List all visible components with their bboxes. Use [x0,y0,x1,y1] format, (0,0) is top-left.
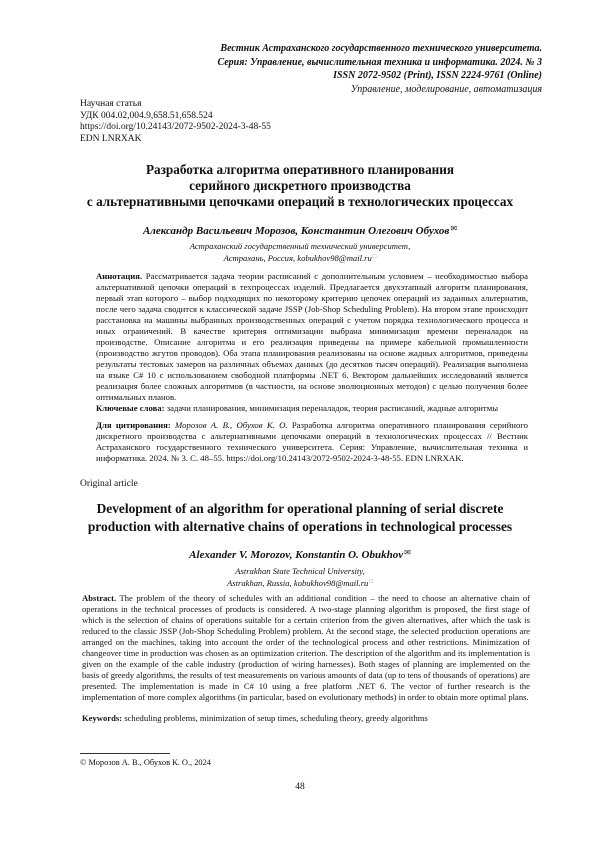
journal-series: Серия: Управление, вычислительная техника и информатика. 2024. № 3 [217,56,542,68]
authors-ru [60,224,540,237]
abstract-ru-label: Аннотация. [96,271,143,281]
abstract-ru-text: Рассматривается задача теории расписаний с дополнительным условием – необходимостью выбора альтернативной цепочки операций в техпроцессах изделий. Предлагается двухэтапный алгоритм планирования, первый этап которого – выбор подходящих по некоторому критерию цепочек операций из заданных альтернатив, после чего задача сводится к классической задаче JSSP (Job-Shop Scheduling Problem). На втором этапе происходит расстановка на машины выбранных производственных операций с учетом порядка технологического процесса и иных ограничений. В качестве критерия оптимизации выбрана минимизация времени переналадок на производстве. Описание алгоритма и его реализация приведены на примере кабельной промышленности (производство жгутов проводов). Оба этапа планирования реализованы на основе жадных алгоритмов, приведены результаты тестовых замеров на различных объемах данных (до десятков тысяч операций). Реализация выполнена на языке C# 10 с использованием свободной платформы .NET 6. Вектором дальнейших исследований является реализация более сложных алгоритмов (в частности, на основе эволюционных методов) с целью получения более оптимальных планов. [96,271,528,402]
keywords-en-text: scheduling problems, minimization of setup times, scheduling theory, greedy algorithms [122,713,428,723]
title-ru-line: с альтернативными цепочками операций в технологических процессах [86,194,514,209]
citation-ru-label: Для цитирования: [96,420,171,430]
keywords-en-label: Keywords: [82,713,123,723]
abstract-en-text: The problem of the theory of schedules with an additional condition – the need to choose an alternative chain of operations in the technical processes of products is considered. A two-stage planning algorithm is proposed, the first stage of which is the selection of chains of operations suitable for a certain criterion from the given alternatives, after which the task is reduced to the classic JSSP (Job-Shop Scheduling Problem) problem. At the second stage, the selected production operations are arranged on the machines, taking into account the order of the technological process and other restrictions. Minimization of changeover time in production was chosen as an optimization criterion. The description of the algorithm and its implementation is given on the example of the cable industry (production of wiring harnesses). Both stages of planning are implemented on the basis of greedy algorithms, the results of test measurements on various amounts of data (up to tens of thousands of operations) are presented. The implementation is made in C# 10 using a free platform .NET 6. The vector of further research is the implementation of more complex algorithms (in particular, based on evolutionary methods) in order to obtain more optimal plans. [82,593,530,702]
affiliation-ru-line1: Астраханский государственный технический университет, [189,241,411,251]
footnote-rule [80,753,170,754]
title-ru [60,162,540,210]
title-en [55,500,545,536]
orcid-icon[interactable]: □ [369,579,373,585]
journal-header [217,42,542,96]
affiliation-en-line1: Astrakhan State Technical University, [235,566,365,576]
affiliation-ru-line2: Астрахань, Россия, kobukhov98@mail.ru [223,253,372,263]
authors-en-names: Alexander V. Morozov, Konstantin O. Obukhov [189,549,404,561]
article-type-en: Original article [80,479,138,489]
title-ru-line: Разработка алгоритма оперативного планирования [145,162,455,177]
doi-link[interactable]: https://doi.org/10.24143/2072-9502-2024-3-48-55 [80,122,271,133]
title-ru-line: серийного дискретного производства [189,178,411,193]
article-meta [80,99,271,145]
keywords-ru-text: задачи планирования, минимизация переналадок, теория расписаний, жадные алгоритмы [164,403,499,413]
envelope-icon[interactable]: ✉ [404,548,411,557]
page-number: 48 [295,782,305,792]
abstract-ru [96,271,528,403]
edn-code: EDN LNRXAK [80,133,142,144]
affiliation-ru [60,241,540,264]
journal-name: Вестник Астраханского государственного технического университета. [220,43,542,54]
journal-section: Управление, моделирование, автоматизация [350,83,542,95]
envelope-icon[interactable]: ✉ [450,224,458,233]
keywords-ru [96,403,528,414]
affiliation-en [60,566,540,589]
orcid-icon[interactable]: □ [372,254,377,260]
authors-en [60,548,540,561]
journal-issn: ISSN 2072-9502 (Print), ISSN 2224-9761 (Online) [333,70,542,81]
article-type: Научная статья [80,99,142,109]
citation-ru-authors: Морозов А. В., Обухов К. О. [170,420,288,430]
abstract-en-label: Abstract. [82,593,117,603]
affiliation-en-line2: Astrakhan, Russia, kobukhov98@mail.ru [227,578,369,588]
keywords-ru-label: Ключевые слова: [96,403,165,413]
copyright-note: © Морозов А. В., Обухов К. О., 2024 [80,758,211,767]
authors-ru-names: Александр Васильевич Морозов, Константин Олегович Обухов [142,225,450,237]
udc-code: УДК 004.02,004.9,658.51,658.524 [80,110,213,121]
title-en-line: production with alternative chains of operations in technological processes [87,519,513,534]
title-en-line: Development of an algorithm for operational planning of serial discrete [96,501,504,516]
abstract-en [82,593,530,703]
citation-ru [96,420,528,464]
citation-ru-text: Разработка алгоритма оперативного планирования серийного дискретного производства с альтернативными цепочками операций в технологических процессах // Вестник Астраханского государственного технического университета. Серия: Управление, вычислительная техника и информатика. 2024. № 3. С. 48–55. https://doi.org/10.24143/2072-9502-2024-3-48-55. EDN LNRXAK. [96,420,528,463]
keywords-en [82,713,530,724]
